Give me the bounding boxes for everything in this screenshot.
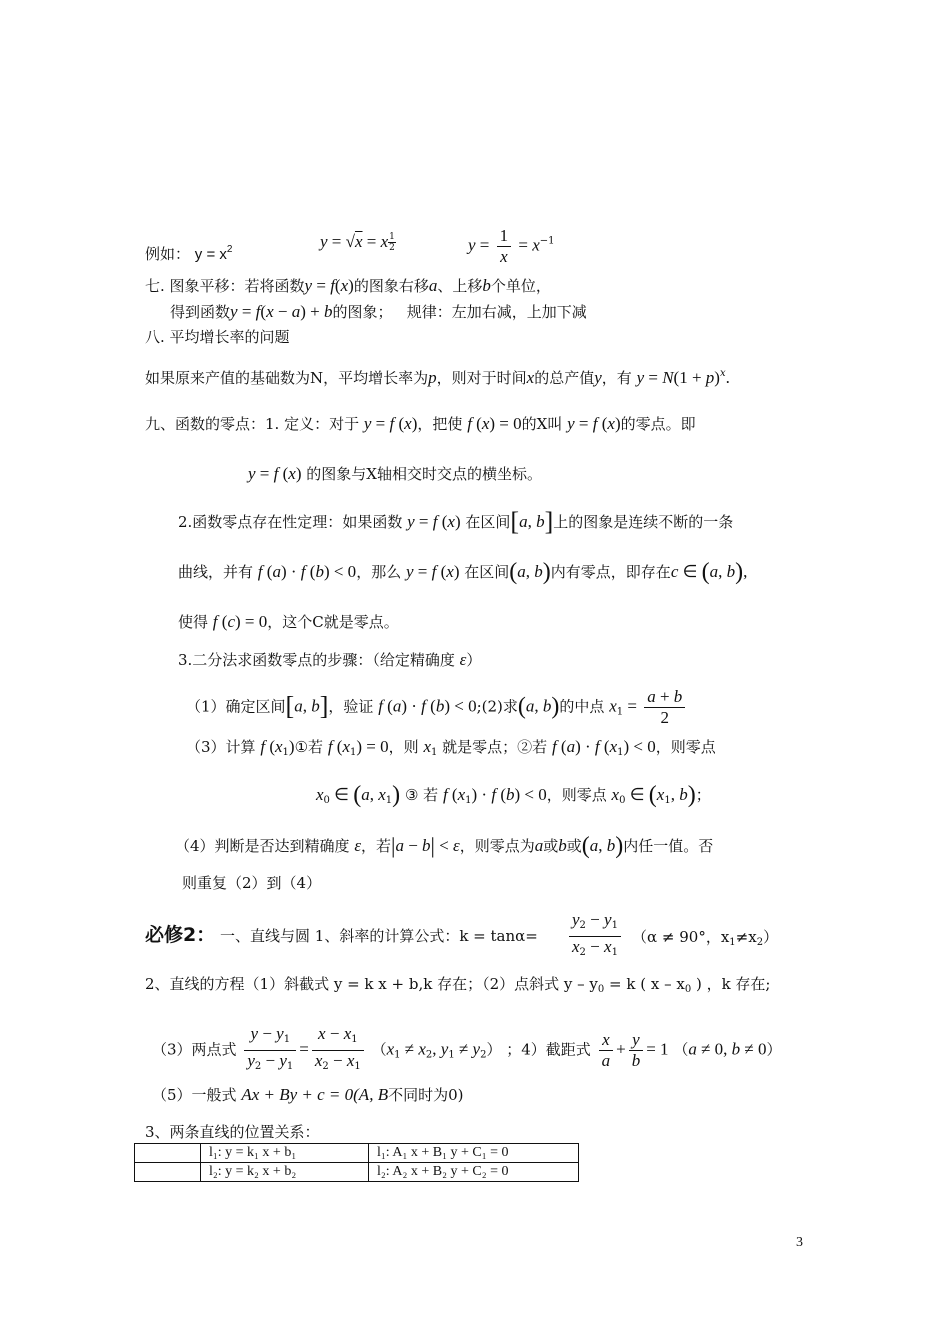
sec9-so: 使得 f (c) = 0，这个C就是零点。 <box>178 612 399 631</box>
sec9-bisect-title: 3.二分法求函数零点的步骤：（给定精确度 ε） <box>178 650 482 669</box>
general-form: （5）一般式 Ax + By + c = 0(A, B不同时为0) <box>152 1085 464 1104</box>
table-cell <box>135 1163 201 1182</box>
sec8-title: 八. 平均增长率的问题 <box>145 328 290 346</box>
table-row <box>135 1163 579 1182</box>
example-label: 例如： <box>145 245 191 263</box>
sec9-title: 九、函数的零点：1. 定义：对于 y = f (x)，把使 f (x) = 0的X叫 y = f (x)的零点。即 <box>145 414 696 433</box>
table-cell: l₂: A₂ x + B₂ y + C₂ = 0 <box>369 1163 579 1182</box>
example-reciprocal: y = $\frac{1}{x}$ = $x^{-1}$ <box>468 226 555 266</box>
table-cell: l₂: y = k₂ x + b₂ <box>201 1163 369 1182</box>
position-title: 3、两条直线的位置关系： <box>145 1123 320 1141</box>
sec9-step4-line2: 则重复（2）到（4） <box>182 874 322 892</box>
sec9-line2: y = f (x) 的图象与X轴相交时交点的横坐标。 <box>248 464 542 483</box>
lines-relation-table <box>134 1143 579 1182</box>
sec7-line2: 得到函数y = f(x − a) + b的图象； 规律：左加右减，上加下减 <box>170 302 587 321</box>
sec9-step1: （1）确定区间[a, b]，验证 f (a) · f (b) < 0;(2)求(a, b)的中点 $x_1$ = $\frac{a + b}{2}$ <box>186 687 688 728</box>
example-line <box>145 240 232 265</box>
sec9-step4: （4）判断是否达到精确度 ε，若|a − b| < ε，则零点为a或b或(a, b)内任一值。否 <box>175 833 714 859</box>
page-number: 3 <box>796 1235 803 1250</box>
slope-condition: （α ≠ 90°，$x_1\ne x_2$） <box>632 928 779 948</box>
required2-heading-line: 必修2： 一、直线与圆 1、斜率的计算公式：k = tanα= <box>145 924 538 946</box>
two-point-form: （3）两点式 $\frac{y - y_1}{y_2 - y_1}$ = $\frac{x - x_1}{x_2 - x_1}$ （$x_1 \ne x_2$, $y_1 \ne y_2$） ；4）截距式 $\frac{x}{a}$ + $\frac{y}{b}$ = 1 （a ≠ 0, b ≠ 0） <box>152 1024 782 1072</box>
sec9-step3b: $x_0$ ∈ (a, $x_1$) ③ 若 f $(x_1) \cdot f$ (b) < 0，则零点 $x_0$ ∈ ($x_1$, b)； <box>316 782 711 808</box>
slope-fraction: $\frac{y_2 - y_1}{x_2 - x_1}$ <box>566 910 624 963</box>
table-row <box>135 1144 579 1163</box>
example-sqrt: y = √x = x $\frac{1}{2}$ <box>320 232 395 253</box>
table-cell <box>135 1144 201 1163</box>
sec9-curve: 曲线，并有 f (a) · f (b) < 0，那么 y = f (x) 在区间(a, b)内有零点，即存在c ∈ (a, b), <box>178 559 748 585</box>
example-expr1: $y = x^2$ <box>194 244 233 263</box>
sec9-step3: （3）计算 f $(x_1)①$若 f $(x_1) = 0$，则 $x_1$ 就是零点；②若 f (a) · f $(x_1) < 0$，则零点 <box>186 737 716 758</box>
sec9-theorem: 2.函数零点存在性定理：如果函数 y = f (x) 在区间[a, b]上的图象是连续不断的一条 <box>178 507 734 536</box>
line-equation-title: 2、直线的方程（1）斜截式 y = k x + b,k 存在；（2）点斜式 $y - y_0 = k$ ( x – $x_0$ ) ，k 存在; <box>145 975 771 995</box>
sec8-body: 如果原来产值的基础数为N，平均增长率为p，则对于时间x的总产值y，有 $y = N(1 + p)^x$. <box>145 368 730 387</box>
table-cell: l₁: y = k₁ x + b₁ <box>201 1144 369 1163</box>
table-cell: l₁: A₁ x + B₁ y + C₁ = 0 <box>369 1144 579 1163</box>
sec7-line1: 七. 图象平移：若将函数y = f(x)的图象右移a、上移b个单位， <box>145 276 551 295</box>
